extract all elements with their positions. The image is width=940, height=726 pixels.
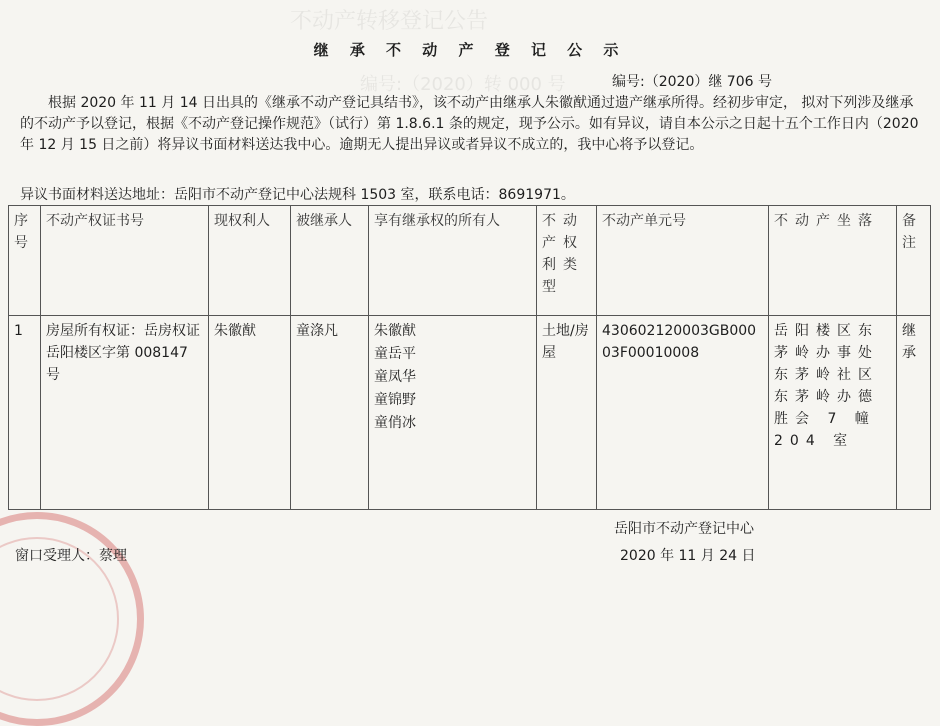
notice-paragraph (20, 93, 922, 156)
cell-decedent: 童涤凡 (291, 316, 369, 510)
issue-date: 2020 年 11 月 24 日 (620, 548, 756, 564)
header-heirs: 享有继承权的所有人 (369, 206, 537, 316)
cell-remark: 继承 (897, 316, 931, 510)
cell-holder: 朱徽猷 (209, 316, 291, 510)
objection-address: 异议书面材料送达地址：岳阳市不动产登记中心法规科 1503 室，联系电话：8691971。 (20, 187, 575, 203)
heir-name: 童俏冰 (374, 415, 416, 431)
document-number: 编号:（2020）继 706 号 (612, 74, 772, 90)
header-cert: 不动产权证书号 (41, 206, 209, 316)
header-type: 不动产权利类型 (537, 206, 597, 316)
header-decedent: 被继承人 (291, 206, 369, 316)
window-clerk: 窗口受理人：蔡理 (15, 548, 127, 564)
header-seq: 序号 (9, 206, 41, 316)
header-remark: 备注 (897, 206, 931, 316)
heir-name: 童锦野 (374, 392, 416, 408)
heir-name: 童岳平 (374, 346, 416, 362)
cell-location: 岳阳楼区东茅岭办事处东茅岭社区东茅岭办德胜会 7 幢 204 室 (769, 316, 897, 510)
cell-heirs (369, 316, 537, 510)
bleed-through-text: 编号:（2020）转 000 号 (360, 74, 566, 95)
table-row (9, 316, 931, 510)
document-title: 继 承 不 动 产 登 记 公 示 (313, 41, 627, 59)
header-location: 不动产坐落 (769, 206, 897, 316)
cell-unit: 430602120003GB00003F00010008 (597, 316, 769, 510)
cell-seq: 1 (9, 316, 41, 510)
bleed-through-text: 不动产转移登记公告 (290, 9, 489, 34)
cell-type: 土地/房屋 (537, 316, 597, 510)
registration-table (8, 205, 931, 510)
table-header-row (9, 206, 931, 316)
heir-name: 朱徽猷 (374, 323, 416, 339)
heir-name: 童凤华 (374, 369, 416, 385)
notice-paragraph-text: 根据 2020 年 11 月 14 日出具的《继承不动产登记具结书》，该不动产由继承人朱徽猷通过遗产继承所得。经初步审定， 拟对下列涉及继承的不动产予以登记，根据《不动产登记操作规范》（试行）第 1.8.6.1 条的规定，现予公示。如有异议，请自本公示之日起十五个工作日内（2020 年 12 月 15 日之前）将异议书面材料送达我中心。逾期无人提出异议或者异议不成立的，我中心将予以登记。 (20, 95, 919, 153)
cell-cert: 房屋所有权证：岳房权证岳阳楼区字第 008147 号 (41, 316, 209, 510)
issuing-organization: 岳阳市不动产登记中心 (614, 521, 754, 537)
header-holder: 现权利人 (209, 206, 291, 316)
header-unit: 不动产单元号 (597, 206, 769, 316)
